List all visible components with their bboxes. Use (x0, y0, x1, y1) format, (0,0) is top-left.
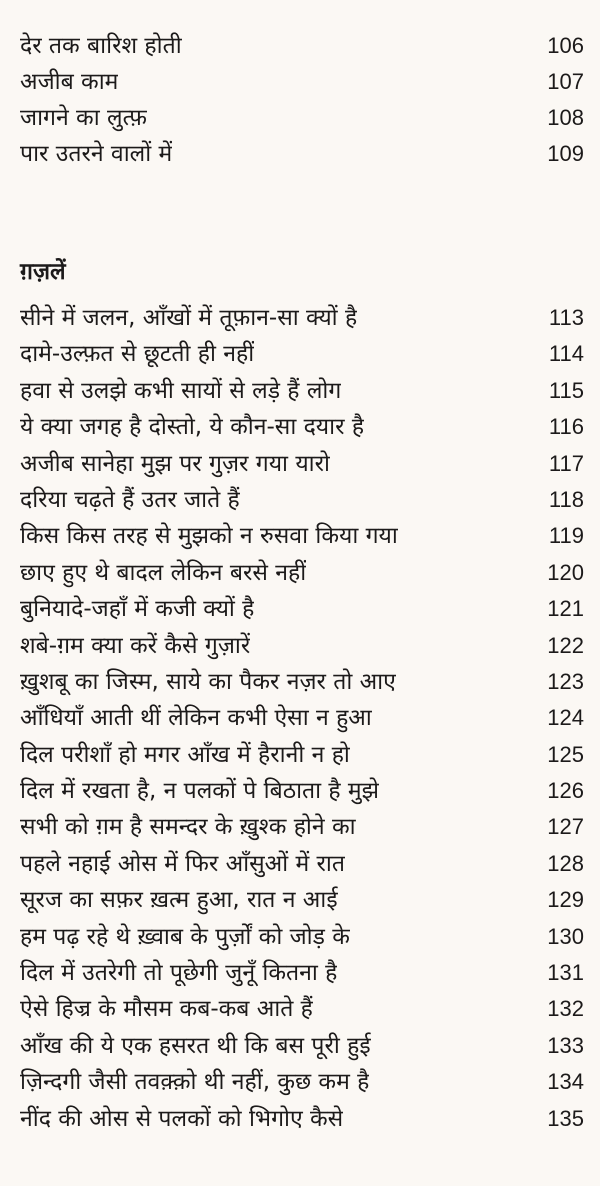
contents-row (20, 700, 584, 736)
entry-title: दिल परीशाँ हो मगर आँख में हैरानी न हो (20, 741, 350, 768)
entry-title: शबे-ग़म क्या करें कैसे गुज़ारें (20, 632, 251, 659)
contents-row (20, 300, 584, 336)
entry-title: किस किस तरह से मुझको न रुसवा किया गया (20, 523, 398, 550)
contents-row (20, 136, 584, 172)
entry-title: आँधियाँ आती थीं लेकिन कभी ऐसा न हुआ (20, 705, 372, 732)
entry-title: अजीब सानेहा मुझ पर गुज़र गया यारो (20, 450, 330, 477)
entry-page-number: 117 (548, 450, 584, 476)
contents-list-ghazals (20, 300, 584, 1137)
entry-page-number: 107 (547, 69, 584, 94)
contents-row (20, 1028, 584, 1064)
entry-page-number: 106 (547, 33, 584, 58)
entry-page-number: 134 (547, 1069, 584, 1095)
contents-row (20, 1064, 584, 1100)
entry-title: पहले नहाई ओस में फिर आँसुओं में रात (20, 850, 345, 877)
entry-page-number: 132 (547, 996, 584, 1022)
entry-title: दिल में रखता है, न पलकों पे बिठाता है मुझे (20, 778, 380, 805)
entry-page-number: 128 (547, 850, 584, 876)
entry-title: हवा से उलझे कभी सायों से लड़े हैं लोग (20, 377, 342, 404)
entry-title: दामे-उल्फ़त से छूटती ही नहीं (20, 341, 255, 368)
entry-page-number: 121 (547, 596, 584, 622)
contents-row (20, 336, 584, 372)
contents-row (20, 555, 584, 591)
entry-page-number: 125 (547, 741, 584, 767)
entry-page-number: 116 (548, 414, 584, 440)
contents-row (20, 518, 584, 554)
entry-title: जागने का लुत्फ़ (20, 105, 147, 131)
contents-row (20, 64, 584, 100)
contents-row (20, 482, 584, 518)
entry-page-number: 119 (548, 523, 584, 549)
entry-title: सूरज का सफ़र ख़त्म हुआ, रात न आई (20, 887, 338, 914)
entry-page-number: 109 (547, 141, 584, 166)
contents-row (20, 919, 584, 955)
contents-row (20, 373, 584, 409)
entry-title: आँख की ये एक हसरत थी कि बस पूरी हुई (20, 1032, 371, 1059)
entry-title: दरिया चढ़ते हैं उतर जाते हैं (20, 486, 240, 513)
entry-page-number: 123 (547, 668, 584, 694)
entry-page-number: 129 (547, 887, 584, 913)
contents-list-top (20, 28, 584, 172)
entry-page-number: 120 (547, 559, 584, 585)
contents-row (20, 664, 584, 700)
entry-page-number: 113 (548, 305, 584, 330)
entry-title: हम पढ़ रहे थे ख़्वाब के पुर्ज़ों को जोड़ के (20, 923, 350, 950)
entry-page-number: 131 (547, 960, 584, 986)
entry-title: ज़िन्दगी जैसी तवक़्क़ो थी नहीं, कुछ कम है (20, 1069, 370, 1096)
entry-title: दिल में उतरेगी तो पूछेगी जुनूँ कितना है (20, 960, 338, 987)
entry-page-number: 122 (547, 632, 584, 658)
contents-row (20, 955, 584, 991)
contents-row (20, 591, 584, 627)
entry-title: पार उतरने वालों में (20, 141, 173, 167)
contents-row (20, 446, 584, 482)
contents-row (20, 737, 584, 773)
entry-page-number: 135 (547, 1105, 584, 1131)
contents-row (20, 773, 584, 809)
entry-page-number: 127 (547, 814, 584, 840)
contents-row (20, 409, 584, 445)
entry-page-number: 133 (547, 1032, 584, 1058)
entry-page-number: 115 (548, 377, 584, 403)
contents-row (20, 28, 584, 64)
section-heading: ग़ज़लें (20, 259, 66, 285)
entry-title: ख़ुशबू का जिस्म, साये का पैकर नज़र तो आए (20, 668, 396, 695)
contents-row (20, 991, 584, 1027)
contents-row (20, 100, 584, 136)
entry-page-number: 118 (548, 486, 584, 512)
entry-title: नींद की ओस से पलकों को भिगोए कैसे (20, 1105, 344, 1132)
contents-row (20, 882, 584, 918)
contents-row (20, 1101, 584, 1137)
entry-page-number: 124 (547, 705, 584, 731)
entry-title: देर तक बारिश होती (20, 33, 182, 59)
contents-row (20, 628, 584, 664)
entry-page-number: 108 (547, 105, 584, 130)
entry-title: बुनियादे-जहाँ में कजी क्यों है (20, 596, 255, 623)
entry-page-number: 114 (548, 341, 584, 367)
entry-title: सीने में जलन, आँखों में तूफ़ान-सा क्यों है (20, 305, 358, 331)
entry-title: छाए हुए थे बादल लेकिन बरसे नहीं (20, 559, 307, 586)
contents-row (20, 846, 584, 882)
entry-page-number: 130 (547, 923, 584, 949)
entry-title: ऐसे हिज्र के मौसम कब-कब आते हैं (20, 996, 313, 1023)
entry-title: सभी को ग़म है समन्दर के ख़ुश्क होने का (20, 814, 356, 841)
contents-row (20, 809, 584, 845)
entry-page-number: 126 (547, 778, 584, 804)
entry-title: ये क्या जगह है दोस्तो, ये कौन-सा दयार है (20, 414, 365, 441)
entry-title: अजीब काम (20, 69, 119, 95)
